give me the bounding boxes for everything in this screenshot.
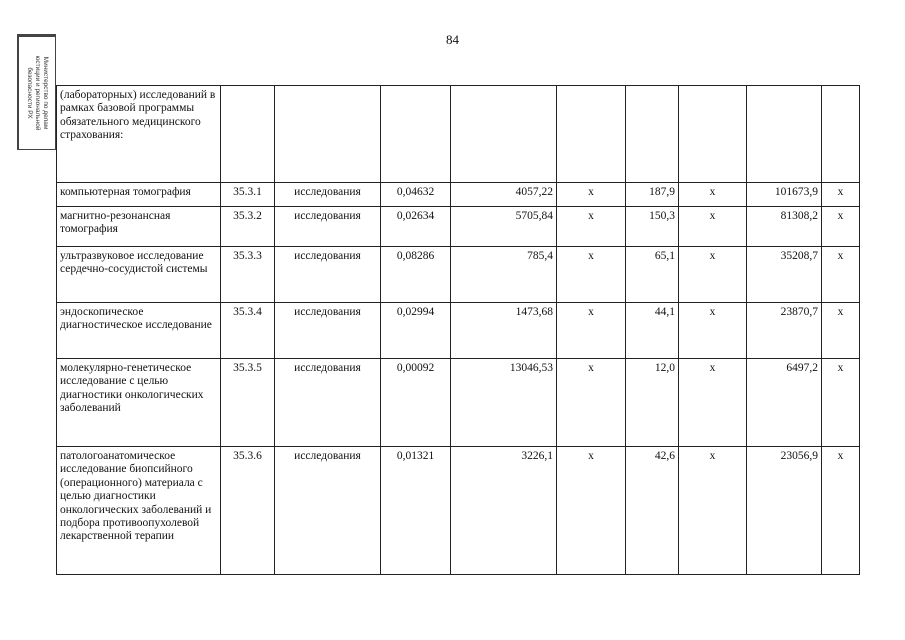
- row-cost: 785,4: [451, 247, 557, 303]
- cost-table: [56, 85, 860, 575]
- empty-cell: [626, 86, 679, 183]
- row-cost: 5705,84: [451, 207, 557, 247]
- row-sum: 23056,9: [747, 447, 822, 575]
- row-rate: 65,1: [626, 247, 679, 303]
- row-x-mark: x: [557, 247, 626, 303]
- row-code: 35.3.6: [221, 447, 275, 575]
- row-unit: исследования: [275, 447, 381, 575]
- row-norm: 0,02634: [381, 207, 451, 247]
- row-x-mark: x: [557, 183, 626, 207]
- row-unit: исследования: [275, 303, 381, 359]
- empty-cell: [275, 86, 381, 183]
- row-code: 35.3.4: [221, 303, 275, 359]
- row-rate: 150,3: [626, 207, 679, 247]
- registration-stamp: [17, 34, 56, 150]
- row-rate: 42,6: [626, 447, 679, 575]
- row-x-mark: x: [557, 303, 626, 359]
- row-norm: 0,04632: [381, 183, 451, 207]
- row-x-mark: x: [557, 359, 626, 447]
- row-code: 35.3.3: [221, 247, 275, 303]
- empty-cell: [381, 86, 451, 183]
- row-rate: 44,1: [626, 303, 679, 359]
- empty-cell: [557, 86, 626, 183]
- row-name: компьютерная томография: [57, 183, 221, 207]
- row-x-mark: x: [822, 447, 860, 575]
- row-unit: исследования: [275, 207, 381, 247]
- row-rate: 187,9: [626, 183, 679, 207]
- row-code: 35.3.1: [221, 183, 275, 207]
- table-row: [57, 447, 860, 575]
- row-x-mark: x: [557, 207, 626, 247]
- page-number: 84: [446, 32, 459, 47]
- row-name: (лабораторных) исследований в рамках базовой программы обязательного медицинского страхования:: [57, 86, 221, 183]
- row-x-mark: x: [679, 447, 747, 575]
- row-name: эндоскопическое диагностическое исследование: [57, 303, 221, 359]
- row-name: молекулярно-генетическое исследование с целью диагностики онкологических заболеваний: [57, 359, 221, 447]
- row-x-mark: x: [822, 183, 860, 207]
- row-x-mark: x: [557, 447, 626, 575]
- row-code: 35.3.2: [221, 207, 275, 247]
- row-x-mark: x: [822, 303, 860, 359]
- row-name: патологоанатомическое исследование биопсийного (операционного) материала с целью диагностики онкологических заболеваний и подбора противоопухолевой лекарственной терапии: [57, 447, 221, 575]
- row-unit: исследования: [275, 183, 381, 207]
- row-code: 35.3.5: [221, 359, 275, 447]
- row-rate: 12,0: [626, 359, 679, 447]
- row-name: ультразвуковое исследование сердечно-сосудистой системы: [57, 247, 221, 303]
- row-x-mark: x: [679, 247, 747, 303]
- row-name: магнитно-резонансная томография: [57, 207, 221, 247]
- table-row: [57, 247, 860, 303]
- table-row: [57, 86, 860, 183]
- row-x-mark: x: [679, 303, 747, 359]
- row-x-mark: x: [679, 183, 747, 207]
- row-unit: исследования: [275, 359, 381, 447]
- table-row: [57, 183, 860, 207]
- row-x-mark: x: [822, 247, 860, 303]
- row-cost: 1473,68: [451, 303, 557, 359]
- row-x-mark: x: [822, 359, 860, 447]
- empty-cell: [221, 86, 275, 183]
- table-row: [57, 207, 860, 247]
- row-sum: 23870,7: [747, 303, 822, 359]
- row-cost: 13046,53: [451, 359, 557, 447]
- row-x-mark: x: [679, 359, 747, 447]
- stamp-line: Министерство по делам: [42, 56, 49, 130]
- row-sum: 6497,2: [747, 359, 822, 447]
- row-norm: 0,02994: [381, 303, 451, 359]
- table-row: [57, 303, 860, 359]
- stamp-line: юстиции и региональной: [34, 55, 41, 131]
- row-sum: 35208,7: [747, 247, 822, 303]
- row-sum: 101673,9: [747, 183, 822, 207]
- row-sum: 81308,2: [747, 207, 822, 247]
- empty-cell: [747, 86, 822, 183]
- table-row: [57, 359, 860, 447]
- row-x-mark: x: [679, 207, 747, 247]
- empty-cell: [679, 86, 747, 183]
- row-norm: 0,00092: [381, 359, 451, 447]
- empty-cell: [822, 86, 860, 183]
- stamp-line: безопасности РХ: [26, 67, 33, 119]
- row-cost: 4057,22: [451, 183, 557, 207]
- row-x-mark: x: [822, 207, 860, 247]
- row-norm: 0,08286: [381, 247, 451, 303]
- row-norm: 0,01321: [381, 447, 451, 575]
- row-unit: исследования: [275, 247, 381, 303]
- empty-cell: [451, 86, 557, 183]
- row-cost: 3226,1: [451, 447, 557, 575]
- stamp-text: [25, 39, 49, 147]
